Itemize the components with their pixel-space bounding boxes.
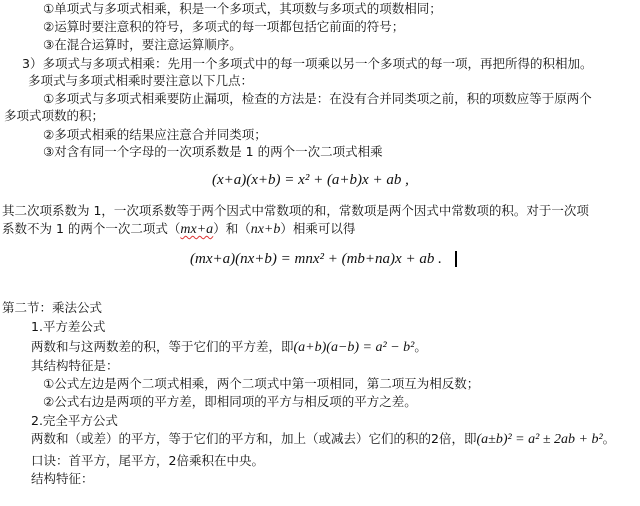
text-line-9: ③对含有同一个字母的一次项系数是 1 的两个一次二项式相乘: [43, 144, 383, 159]
text-line-7: 多项式项数的积；: [4, 108, 105, 123]
line11-term2: nx+b: [250, 222, 281, 237]
text-line-11: [2, 221, 355, 238]
subsection-heading-1: 1.平方差公式: [31, 319, 106, 334]
text-line-8: ②多项式相乘的结果应注意合并同类项；: [43, 127, 267, 142]
line19-formula: (a±b)² = a² ± 2ab + b²: [476, 432, 603, 447]
line14-text: 两数和与这两数差的积，等于它们的平方差，即: [31, 339, 294, 354]
text-line-20: 口诀：首平方，尾平方，2倍乘积在中央。: [31, 453, 264, 468]
text-line-4: 3）多项式与多项式相乘：先用一个多项式中的每一项乘以另一个多项式的每一项，再把所得的积相加。: [22, 56, 593, 71]
line14-formula: (a+b)(a−b) = a² − b²: [293, 340, 415, 355]
line11-mid: ）和（: [213, 221, 251, 236]
text-line-1: ①单项式与多项式相乘，积是一个多项式，其项数与多项式的项数相同；: [43, 1, 442, 16]
line19-end: 。: [602, 431, 616, 446]
equation-1: (x+a)(x+b) = x² + (a+b)x + ab ,: [212, 172, 409, 188]
line19-text: 两数和（或差）的平方，等于它们的平方和，加上（或减去）它们的积的2倍，即: [31, 431, 477, 446]
line14-end: 。: [414, 339, 427, 354]
text-line-2: ②运算时要注意积的符号，多项式的每一项都包括它前面的符号；: [43, 19, 405, 34]
text-line-16: ①公式左边是两个二项式相乘，两个二项式中第一项相同，第二项互为相反数；: [43, 376, 480, 391]
line11-pre: 系数不为 1 的两个一次二项式（: [2, 221, 181, 236]
line11-post: ）相乘可以得: [280, 221, 356, 236]
text-line-6: ①多项式与多项式相乘要防止漏项，检查的方法是：在没有合并同类项之前，积的项数应等于原两个: [43, 91, 592, 106]
text-line-14: [31, 339, 427, 356]
equation-2: (mx+a)(nx+b) = mnx² + (mb+na)x + ab .: [190, 251, 442, 267]
text-line-15: 其结构特征是：: [31, 358, 119, 373]
text-line-3: ③在混合运算时，要注意运算顺序。: [43, 37, 242, 52]
text-line-5: 多项式与多项式相乘时要注意以下几点：: [28, 73, 254, 88]
text-line-17: ②公式右边是两项的平方差，即相同项的平方与相反项的平方之差。: [43, 394, 417, 409]
section-heading: 第二节：乘法公式: [2, 300, 103, 315]
text-line-19: [31, 431, 615, 448]
text-cursor: [455, 251, 457, 267]
line11-term1: mx+a: [180, 222, 214, 237]
text-line-10: 其二次项系数为 1，一次项系数等于两个因式中常数项的和，常数项是两个因式中常数项的积。对于一次项: [2, 203, 589, 218]
text-line-21: 结构特征：: [31, 471, 94, 486]
subsection-heading-2: 2.完全平方公式: [31, 413, 118, 428]
